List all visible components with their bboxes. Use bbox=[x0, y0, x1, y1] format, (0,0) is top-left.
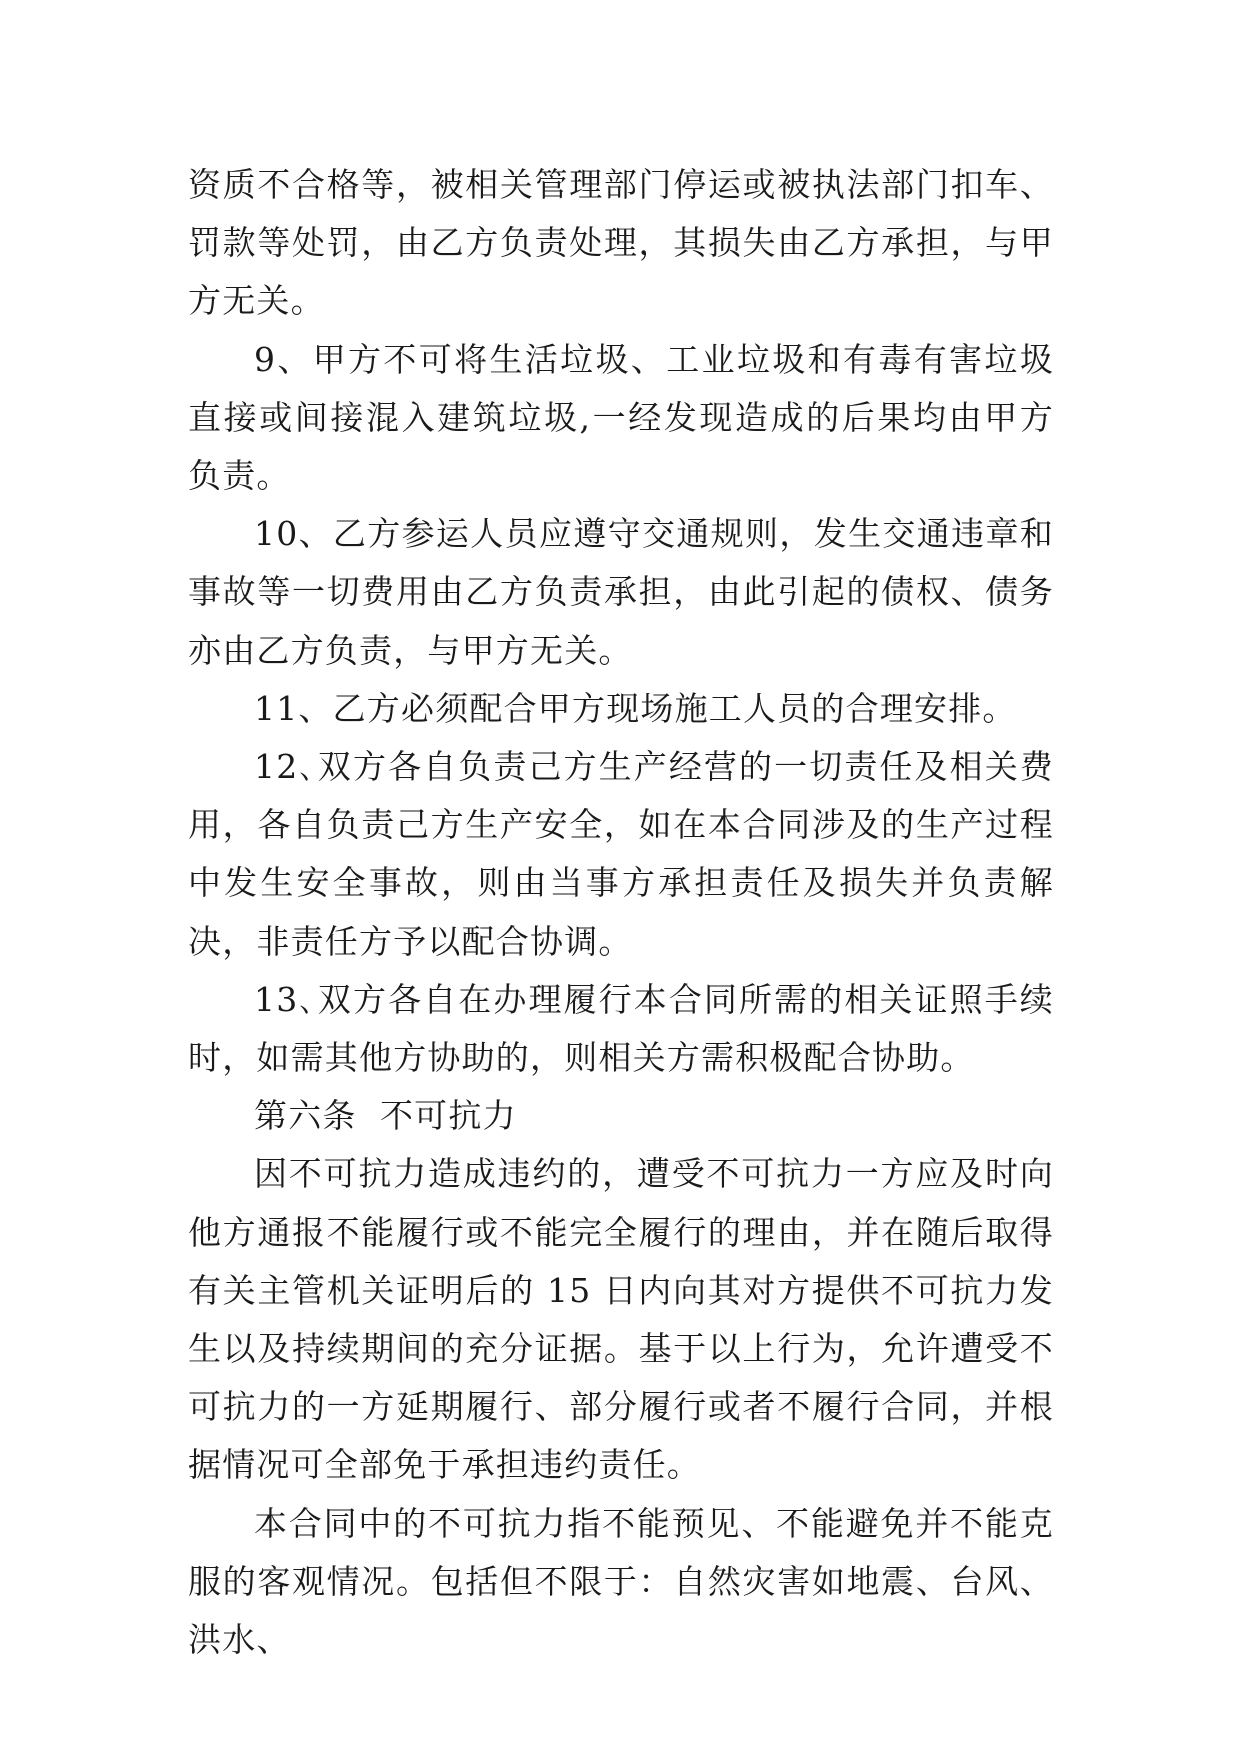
paragraph-clause-10: 10、乙方参运人员应遵守交通规则，发生交通违章和事故等一切费用由乙方负责承担，由此引起的债权、债务亦由乙方负责，与甲方无关。 bbox=[188, 514, 1054, 670]
paragraph-clause-11: 11、乙方必须配合甲方现场施工人员的合理安排。 bbox=[254, 688, 1017, 728]
paragraph-continuation: 资质不合格等，被相关管理部门停运或被执法部门扣车、罚款等处罚，由乙方负责处理，其损失由乙方承担，与甲方无关。 bbox=[188, 165, 1054, 321]
paragraph-force-majeure-1: 因不可抗力造成违约的，遭受不可抗力一方应及时向他方通报不能履行或不能完全履行的理由，并在随后取得有关主管机关证明后的 15 日内向其对方提供不可抗力发生以及持续期间的充分证据。基于以上行为，允许遭受不可抗力的一方延期履行、部分履行或者不履行合同，并根据情况可全部免于承担违约责任。 bbox=[188, 1154, 1054, 1485]
paragraph-force-majeure-2: 本合同中的不可抗力指不能预见、不能避免并不能克服的客观情况。包括但不限于：自然灾害如地震、台风、洪水、 bbox=[188, 1503, 1054, 1660]
section-heading-article-6: 第六条 不可抗力 bbox=[254, 1096, 517, 1136]
body-text bbox=[188, 156, 1054, 1669]
paragraph-clause-13: 13､双方各自在办理履行本合同所需的相关证照手续时，如需其他方协助的，则相关方需积极配合协助。 bbox=[188, 979, 1054, 1078]
paragraph-clause-9: 9、甲方不可将生活垃圾、工业垃圾和有毒有害垃圾直接或间接混入建筑垃圾,一经发现造成的后果均由甲方负责。 bbox=[188, 339, 1054, 496]
paragraph-clause-12: 12､双方各自负责己方生产经营的一切责任及相关费用，各自负责己方生产安全，如在本合同涉及的生产过程中发生安全事故，则由当事方承担责任及损失并负责解决，非责任方予以配合协调。 bbox=[188, 747, 1054, 961]
